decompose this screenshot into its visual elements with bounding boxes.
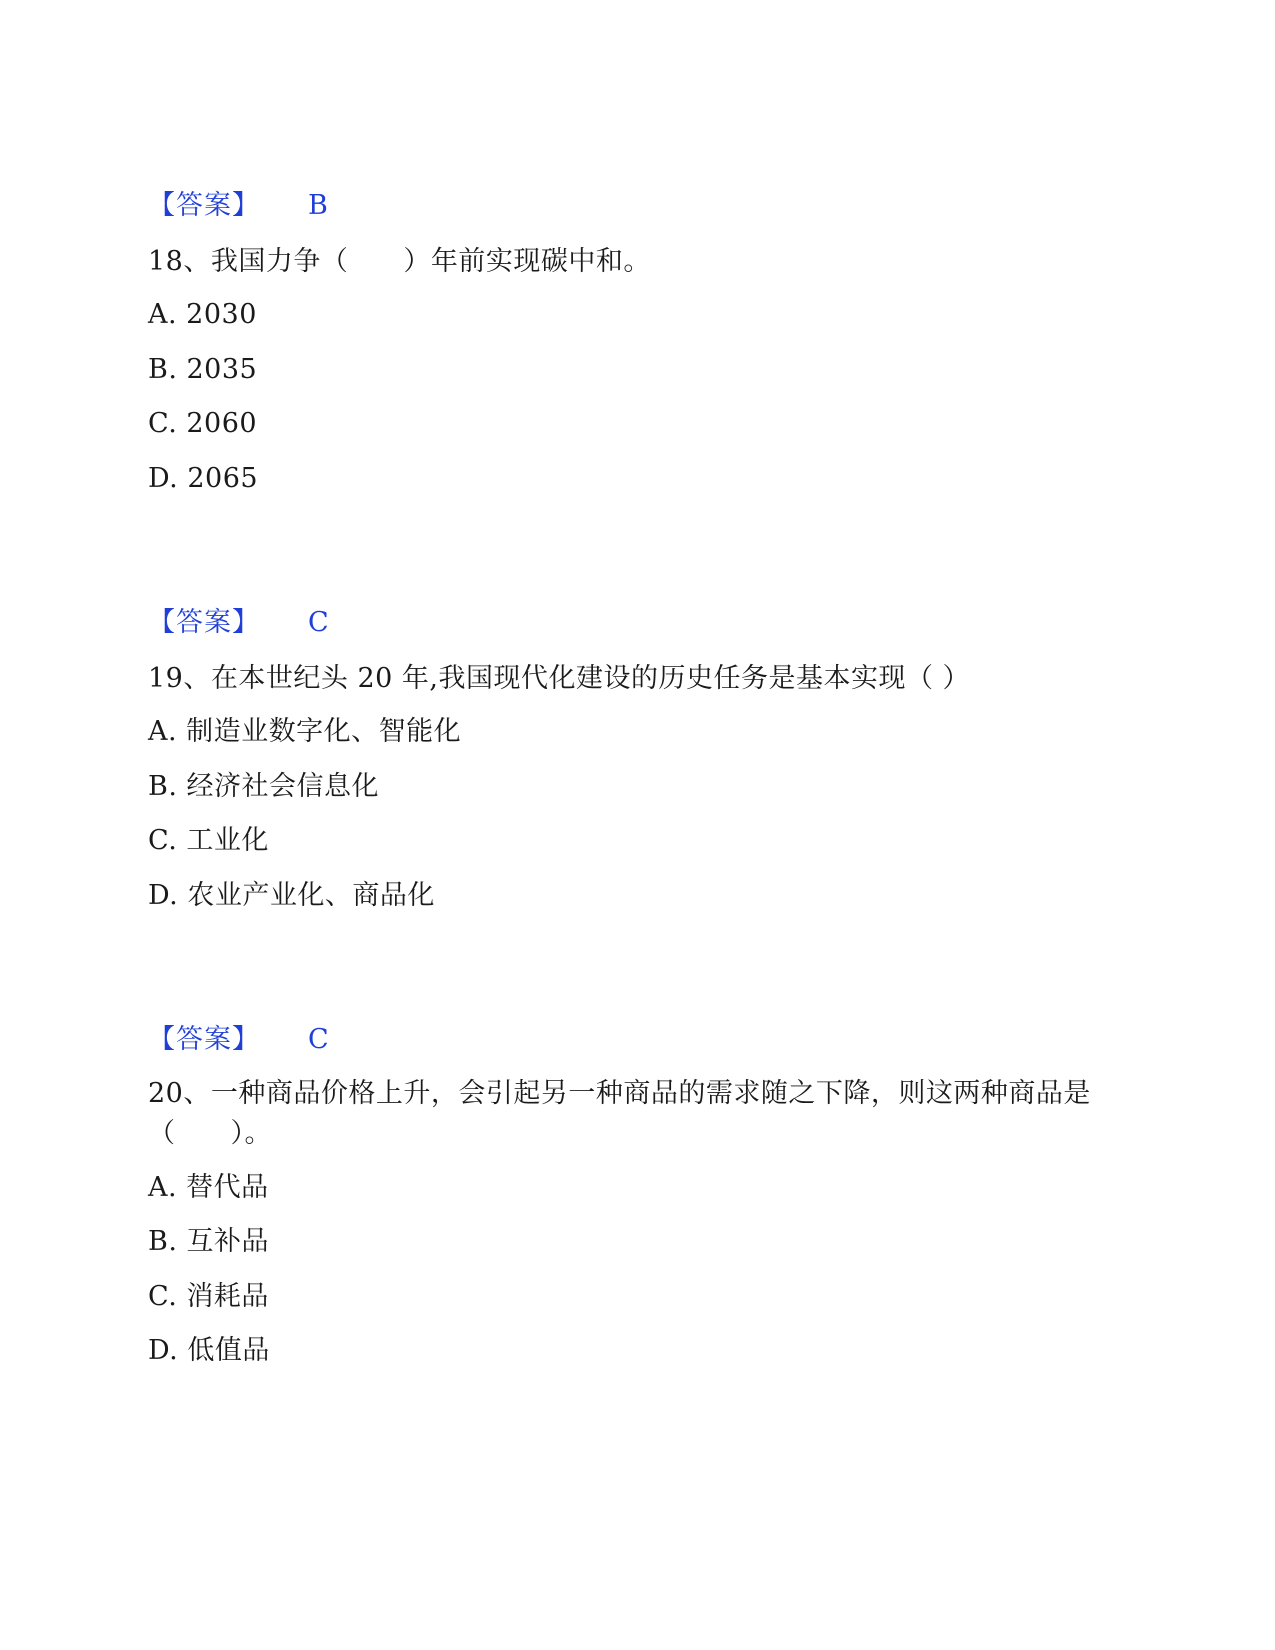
- option-c: C. 2060: [148, 408, 258, 439]
- option-c: C. 工业化: [148, 825, 269, 856]
- option-d: D. 低值品: [148, 1335, 270, 1366]
- question-text: 20、一种商品价格上升，会引起另一种商品的需求随之下降，则这两种商品是（ ）。: [148, 1078, 1091, 1149]
- question-text: 19、在本世纪头 20 年,我国现代化建设的历史任务是基本实现（ ）: [148, 663, 971, 694]
- answer-label: 【答案】: [148, 190, 260, 221]
- option-d: D. 农业产业化、商品化: [148, 880, 435, 911]
- answer-line: [148, 189, 328, 223]
- answer-value: B: [308, 190, 328, 221]
- option-a: A. 2030: [148, 299, 257, 330]
- answer-value: C: [308, 1024, 329, 1055]
- option-a: A. 制造业数字化、智能化: [148, 716, 462, 747]
- option-b: B. 互补品: [148, 1226, 270, 1257]
- answer-line: [148, 606, 329, 640]
- option-b: B. 2035: [148, 354, 258, 385]
- option-d: D. 2065: [148, 463, 259, 494]
- answer-label: 【答案】: [148, 1024, 260, 1055]
- answer-line: [148, 1023, 329, 1057]
- option-b: B. 经济社会信息化: [148, 771, 380, 802]
- option-a: A. 替代品: [148, 1172, 269, 1203]
- answer-label: 【答案】: [148, 607, 260, 638]
- question-text: 18、我国力争（ ）年前实现碳中和。: [148, 246, 651, 277]
- option-c: C. 消耗品: [148, 1281, 269, 1312]
- answer-value: C: [308, 607, 329, 638]
